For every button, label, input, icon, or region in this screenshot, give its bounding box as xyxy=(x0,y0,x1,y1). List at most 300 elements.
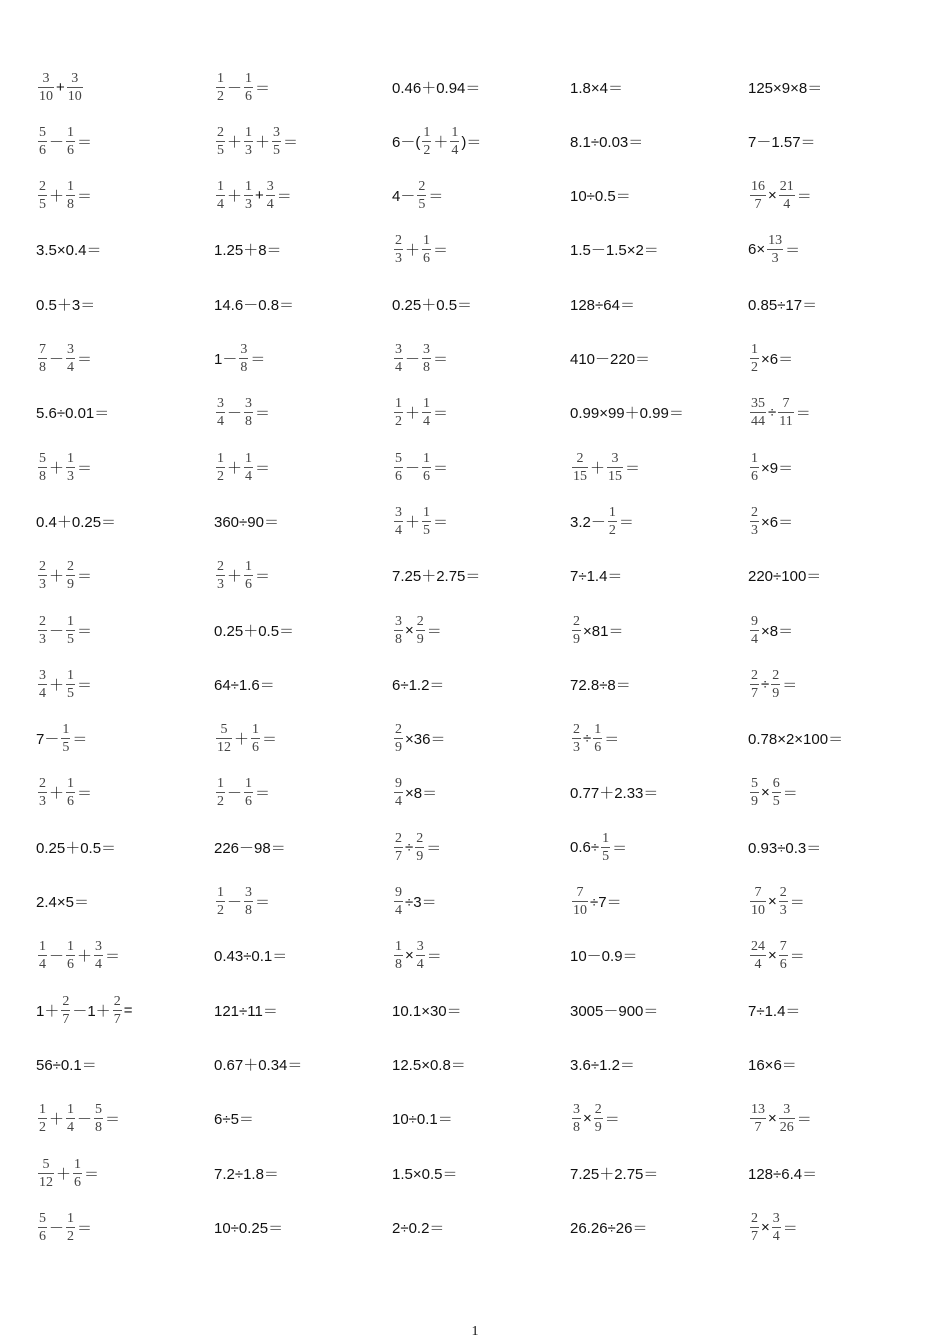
exercise-problem xyxy=(392,440,568,494)
fraction xyxy=(394,505,403,538)
fraction xyxy=(244,885,253,918)
expression-text: ＝ xyxy=(77,622,93,640)
expression-text: － xyxy=(49,622,65,640)
exercise-problem xyxy=(392,929,568,983)
exercise-problem xyxy=(392,277,568,331)
exercise-problem xyxy=(214,657,390,711)
fraction-numerator: 5 xyxy=(751,776,758,792)
fraction xyxy=(778,396,793,429)
fraction xyxy=(66,939,75,972)
fraction xyxy=(216,885,225,918)
exercise-problem xyxy=(570,494,746,548)
exercise-problem xyxy=(36,1092,212,1146)
fraction xyxy=(66,1102,75,1135)
expression-text: ＝ xyxy=(77,133,93,151)
fraction-denominator: 3 xyxy=(67,468,75,484)
fraction xyxy=(422,342,431,375)
fraction xyxy=(750,342,759,375)
fraction-denominator: 5 xyxy=(602,848,610,864)
fraction-numerator: 1 xyxy=(245,450,253,466)
fraction xyxy=(38,559,47,592)
fraction-denominator: 7 xyxy=(751,1228,758,1244)
fraction xyxy=(216,125,225,158)
expression-text: ＋ xyxy=(49,1111,65,1129)
expression-text: ＝ xyxy=(77,785,93,803)
fraction xyxy=(572,1102,581,1135)
exercise-problem xyxy=(570,1037,746,1091)
expression-text: ＝ xyxy=(604,731,620,749)
fraction xyxy=(66,342,75,375)
fraction-denominator: 6 xyxy=(245,794,253,810)
expression-text: ÷ xyxy=(768,404,777,422)
fraction xyxy=(73,1157,82,1190)
expression-text: 10÷0.1＝ xyxy=(392,1111,453,1129)
fraction xyxy=(66,614,75,647)
exercise-problem xyxy=(570,223,746,277)
fraction-denominator: 6 xyxy=(395,468,402,484)
expression-text: 6÷5＝ xyxy=(214,1111,254,1129)
exercise-problem xyxy=(570,332,746,386)
fraction-denominator: 3 xyxy=(217,577,224,593)
fraction-denominator: 2 xyxy=(217,468,224,484)
exercise-problem xyxy=(392,494,568,548)
fraction-denominator: 3 xyxy=(395,251,402,267)
expression-text: 3.2－ xyxy=(570,513,606,531)
exercise-row xyxy=(0,983,950,1037)
exercise-problem xyxy=(392,332,568,386)
expression-text: 64÷1.6＝ xyxy=(214,676,275,694)
fraction-numerator: 3 xyxy=(245,885,253,900)
fraction-denominator: 7 xyxy=(751,685,758,701)
exercise-problem xyxy=(748,440,924,494)
exercise-problem xyxy=(392,1037,568,1091)
expression-text: 7－1.57＝ xyxy=(748,133,816,151)
fraction xyxy=(244,396,253,429)
exercise-problem xyxy=(36,332,212,386)
expression-text: ＋ xyxy=(234,731,250,749)
fraction-denominator: 2 xyxy=(217,903,224,918)
expression-text: 12.5×0.8＝ xyxy=(392,1056,466,1074)
fraction xyxy=(608,505,617,538)
fraction-numerator: 3 xyxy=(423,342,431,357)
expression-text: 3005－900＝ xyxy=(570,1002,659,1020)
fraction-numerator: 3 xyxy=(273,124,281,140)
expression-text: 3.6÷1.2＝ xyxy=(570,1056,635,1074)
fraction-denominator: 8 xyxy=(245,903,253,918)
expression-text: ×81＝ xyxy=(583,622,624,640)
expression-text: ＝ xyxy=(77,676,93,694)
fraction xyxy=(216,722,232,755)
fraction-numerator: 1 xyxy=(245,559,253,575)
fraction-denominator: 9 xyxy=(573,631,580,647)
fraction-numerator: 1 xyxy=(67,667,75,683)
expression-text: 10－0.9＝ xyxy=(570,948,638,966)
fraction xyxy=(771,668,780,701)
fraction-denominator: 2 xyxy=(217,794,224,810)
exercise-problem xyxy=(214,114,390,168)
fraction xyxy=(450,125,459,158)
fraction xyxy=(244,179,253,212)
exercise-problem xyxy=(36,820,212,874)
fraction-denominator: 8 xyxy=(240,360,248,375)
fraction-denominator: 4 xyxy=(395,903,402,918)
fraction-denominator: 2 xyxy=(217,88,224,104)
fraction xyxy=(394,396,403,429)
fraction-numerator: 3 xyxy=(772,1210,780,1226)
fraction xyxy=(394,939,403,972)
expression-text: ＝ xyxy=(433,351,449,368)
expression-text: 128÷6.4＝ xyxy=(748,1165,818,1183)
fraction xyxy=(394,776,403,809)
expression-text: 10.1×30＝ xyxy=(392,1002,462,1020)
fraction xyxy=(38,776,47,809)
exercise-problem xyxy=(214,223,390,277)
expression-text: － xyxy=(49,948,65,966)
expression-text: 0.25＋0.5＝ xyxy=(214,622,295,640)
fraction-numerator: 13 xyxy=(768,233,783,249)
exercise-problem xyxy=(36,712,212,766)
fraction-denominator: 6 xyxy=(423,468,431,484)
fraction-denominator: 9 xyxy=(594,1120,602,1136)
exercise-problem xyxy=(392,983,568,1037)
fraction-numerator: 1 xyxy=(608,504,616,520)
fraction xyxy=(607,451,623,484)
fraction-denominator: 11 xyxy=(779,414,793,430)
expression-text: － xyxy=(405,459,421,477)
expression-text: 10÷0.25＝ xyxy=(214,1219,284,1237)
fraction-numerator: 2 xyxy=(576,450,584,466)
fraction-denominator: 10 xyxy=(67,88,82,104)
fraction-denominator: 6 xyxy=(39,142,46,158)
expression-text: )＝ xyxy=(461,133,482,151)
expression-text: 4－ xyxy=(392,188,416,206)
expression-text: ＋ xyxy=(405,242,421,260)
fraction-denominator: 2 xyxy=(395,414,402,430)
fraction-numerator: 3 xyxy=(395,342,402,357)
expression-text: 0.25＋0.5＝ xyxy=(36,839,117,857)
expression-text: = xyxy=(123,1001,133,1019)
fraction-denominator: 5 xyxy=(67,685,75,701)
fraction-numerator: 2 xyxy=(751,504,758,520)
expression-text: ＝ xyxy=(428,188,444,206)
exercise-problem xyxy=(570,114,746,168)
exercise-row xyxy=(0,1200,950,1254)
fraction-numerator: 3 xyxy=(71,70,79,86)
fraction xyxy=(38,125,47,158)
expression-text: ＋ xyxy=(227,459,243,477)
exercise-problem xyxy=(214,929,390,983)
exercise-problem xyxy=(748,1092,924,1146)
fraction xyxy=(66,451,75,484)
fraction-numerator: 2 xyxy=(751,1210,758,1226)
exercise-problem xyxy=(570,440,746,494)
fraction xyxy=(38,342,47,375)
fraction-denominator: 5 xyxy=(273,142,281,158)
exercise-problem xyxy=(36,657,212,711)
expression-text: － xyxy=(227,405,243,423)
exercise-problem xyxy=(392,875,568,929)
fraction-denominator: 4 xyxy=(751,631,758,647)
fraction-numerator: 7 xyxy=(39,342,46,357)
expression-text: 1.8×4＝ xyxy=(570,79,623,97)
fraction-numerator: 1 xyxy=(423,396,431,412)
exercise-problem xyxy=(36,983,212,1037)
exercise-problem xyxy=(214,60,390,114)
expression-text: ＋ xyxy=(227,133,243,151)
exercise-problem xyxy=(748,1200,924,1254)
expression-text: ×6＝ xyxy=(761,351,794,368)
expression-text: × xyxy=(583,1110,592,1128)
fraction-numerator: 1 xyxy=(67,939,75,955)
fraction-denominator: 4 xyxy=(95,957,103,973)
fraction xyxy=(415,831,424,864)
fraction xyxy=(750,451,759,484)
fraction-numerator: 2 xyxy=(39,179,46,195)
fraction xyxy=(422,451,431,484)
exercise-row xyxy=(0,1037,950,1091)
exercise-problem xyxy=(36,60,212,114)
fraction-denominator: 4 xyxy=(39,957,46,973)
expression-text: ＝ xyxy=(262,731,278,749)
fraction-numerator: 3 xyxy=(245,396,253,412)
fraction xyxy=(767,233,783,266)
fraction-denominator: 7 xyxy=(754,1120,762,1136)
fraction-numerator: 1 xyxy=(67,613,75,629)
fraction-numerator: 2 xyxy=(751,667,758,683)
fraction-numerator: 5 xyxy=(95,1102,103,1118)
expression-text: ＝ xyxy=(255,405,271,423)
exercise-row xyxy=(0,1146,950,1200)
fraction-denominator: 15 xyxy=(608,468,623,484)
expression-text: ＋ xyxy=(433,133,449,151)
fraction-numerator: 21 xyxy=(779,179,794,195)
expression-text: － xyxy=(49,1219,65,1237)
fraction-numerator: 2 xyxy=(217,124,224,140)
fraction xyxy=(394,831,403,864)
expression-text: ＝ xyxy=(433,459,449,477)
exercise-problem xyxy=(36,169,212,223)
exercise-problem xyxy=(392,1092,568,1146)
fraction-denominator: 6 xyxy=(423,251,431,267)
fraction-numerator: 1 xyxy=(751,450,758,466)
expression-text: 7－ xyxy=(36,731,60,749)
expression-text: 7÷1.4＝ xyxy=(570,568,623,586)
fraction-numerator: 3 xyxy=(573,1102,580,1118)
expression-text: 0.46＋0.94＝ xyxy=(392,79,481,97)
fraction-numerator: 2 xyxy=(416,830,424,846)
fraction-denominator: 4 xyxy=(395,522,402,538)
fraction xyxy=(272,125,281,158)
exercise-problem xyxy=(36,875,212,929)
fraction xyxy=(772,1211,781,1244)
exercise-row xyxy=(0,169,950,223)
fraction-denominator: 4 xyxy=(245,468,253,484)
exercise-problem xyxy=(36,440,212,494)
exercise-problem xyxy=(748,60,924,114)
exercise-problem xyxy=(570,60,746,114)
expression-text: 6－( xyxy=(392,133,421,151)
expression-text: ＋ xyxy=(227,568,243,586)
exercise-problem xyxy=(214,875,390,929)
fraction-numerator: 2 xyxy=(418,179,426,195)
fraction xyxy=(572,451,588,484)
fraction xyxy=(416,939,425,972)
fraction xyxy=(61,722,70,755)
expression-text: 5.6÷0.01＝ xyxy=(36,405,110,423)
fraction-numerator: 2 xyxy=(67,559,75,575)
fraction-numerator: 3 xyxy=(395,613,402,629)
fraction-numerator: 3 xyxy=(39,667,46,683)
expression-text: + xyxy=(255,187,264,205)
fraction xyxy=(750,939,766,972)
expression-text: 410－220＝ xyxy=(570,351,651,368)
exercise-row xyxy=(0,223,950,277)
fraction xyxy=(38,179,47,212)
exercise-problem xyxy=(570,1092,746,1146)
expression-text: ×8＝ xyxy=(761,622,794,640)
fraction xyxy=(422,396,431,429)
fraction-numerator: 1 xyxy=(62,722,70,738)
fraction-denominator: 9 xyxy=(67,577,75,593)
exercise-problem xyxy=(36,603,212,657)
expression-text: ＝ xyxy=(618,513,634,531)
fraction-numerator: 2 xyxy=(395,830,402,846)
exercise-row xyxy=(0,277,950,331)
fraction-numerator: 1 xyxy=(245,70,253,86)
fraction-denominator: 5 xyxy=(772,794,780,810)
fraction xyxy=(416,614,425,647)
expression-text: ÷ xyxy=(761,675,770,693)
exercise-problem xyxy=(570,983,746,1037)
fraction-denominator: 26 xyxy=(779,1120,794,1136)
exercise-problem xyxy=(748,114,924,168)
exercise-problem xyxy=(214,983,390,1037)
exercise-problem xyxy=(570,1200,746,1254)
fraction xyxy=(244,451,253,484)
fraction-denominator: 44 xyxy=(751,414,765,430)
fraction-numerator: 1 xyxy=(67,450,75,466)
exercise-problem xyxy=(214,440,390,494)
fraction-numerator: 1 xyxy=(594,722,602,738)
fraction xyxy=(66,776,75,809)
expression-text: ＝ xyxy=(789,948,805,966)
exercise-row xyxy=(0,657,950,711)
fraction-denominator: 4 xyxy=(423,414,431,430)
expression-text: － xyxy=(227,894,243,911)
fraction-denominator: 6 xyxy=(67,957,75,973)
exercise-problem xyxy=(214,386,390,440)
fraction-numerator: 3 xyxy=(95,939,103,955)
fraction-numerator: 1 xyxy=(423,450,431,466)
fraction-denominator: 7 xyxy=(113,1011,121,1027)
fraction-numerator: 9 xyxy=(395,885,402,900)
fraction-numerator: 1 xyxy=(252,722,260,738)
fraction-denominator: 12 xyxy=(217,740,231,756)
fraction xyxy=(572,614,581,647)
fraction xyxy=(61,994,70,1027)
fraction-numerator: 1 xyxy=(423,504,431,520)
expression-text: 6÷1.2＝ xyxy=(392,676,445,694)
fraction-denominator: 10 xyxy=(573,903,587,918)
fraction-numerator: 2 xyxy=(772,667,780,683)
expression-text: ×36＝ xyxy=(405,731,446,749)
expression-text: 14.6－0.8＝ xyxy=(214,296,295,314)
fraction-denominator: 4 xyxy=(395,794,402,810)
exercise-problem xyxy=(392,766,568,820)
fraction xyxy=(239,342,248,375)
fraction xyxy=(601,831,610,864)
fraction-numerator: 1 xyxy=(74,1156,82,1172)
fraction-numerator: 9 xyxy=(751,613,758,629)
fraction-numerator: 1 xyxy=(67,124,75,140)
expression-text: ÷3＝ xyxy=(405,894,437,911)
exercise-problem xyxy=(36,1037,212,1091)
fraction-denominator: 5 xyxy=(418,197,426,213)
fraction-denominator: 8 xyxy=(245,414,253,430)
fraction-denominator: 5 xyxy=(423,522,431,538)
fraction-numerator: 1 xyxy=(245,124,253,140)
expression-text: ＝ xyxy=(255,894,271,911)
fraction xyxy=(422,125,431,158)
fraction-numerator: 1 xyxy=(217,776,224,792)
fraction xyxy=(66,559,75,592)
fraction-numerator: 2 xyxy=(779,885,787,900)
fraction-numerator: 1 xyxy=(67,776,75,792)
fraction-denominator: 6 xyxy=(751,468,758,484)
expression-text: ＝ xyxy=(782,1219,798,1237)
fraction xyxy=(394,885,403,918)
fraction-numerator: 2 xyxy=(395,233,402,249)
fraction-numerator: 1 xyxy=(245,776,253,792)
fraction xyxy=(750,614,759,647)
expression-text: 0.5＋3＝ xyxy=(36,296,96,314)
exercise-row xyxy=(0,332,950,386)
fraction-denominator: 2 xyxy=(39,1120,46,1136)
expression-text: ＝ xyxy=(283,133,299,151)
fraction-numerator: 1 xyxy=(67,179,75,195)
expression-text: ＝ xyxy=(255,459,271,477)
exercise-problem xyxy=(570,929,746,983)
exercise-problem xyxy=(748,332,924,386)
exercise-problem xyxy=(214,277,390,331)
expression-text: ＋ xyxy=(227,188,243,206)
expression-text: ＋ xyxy=(49,785,65,803)
expression-text: 7÷1.4＝ xyxy=(748,1002,801,1020)
fraction-denominator: 9 xyxy=(416,631,424,647)
fraction-denominator: 4 xyxy=(416,957,424,973)
fraction-denominator: 4 xyxy=(783,197,791,213)
fraction-denominator: 2 xyxy=(67,1228,75,1244)
expression-text: 10÷0.5＝ xyxy=(570,188,631,206)
exercise-problem xyxy=(392,169,568,223)
fraction-denominator: 15 xyxy=(573,468,587,484)
expression-text: ＝ xyxy=(77,188,93,206)
expression-text: ÷7＝ xyxy=(590,894,622,911)
expression-text: － xyxy=(49,133,65,151)
exercise-problem xyxy=(392,1146,568,1200)
fraction-denominator: 3 xyxy=(39,631,46,647)
fraction-denominator: 3 xyxy=(245,142,253,158)
exercise-problem xyxy=(570,386,746,440)
expression-text: ×6＝ xyxy=(761,513,794,531)
exercise-problem xyxy=(214,712,390,766)
fraction-numerator: 1 xyxy=(39,939,46,955)
exercise-problem xyxy=(392,603,568,657)
expression-text: ＝ xyxy=(433,405,449,423)
expression-text: ＝ xyxy=(77,351,93,368)
expression-text: 0.43÷0.1＝ xyxy=(214,948,288,966)
fraction xyxy=(422,233,431,266)
